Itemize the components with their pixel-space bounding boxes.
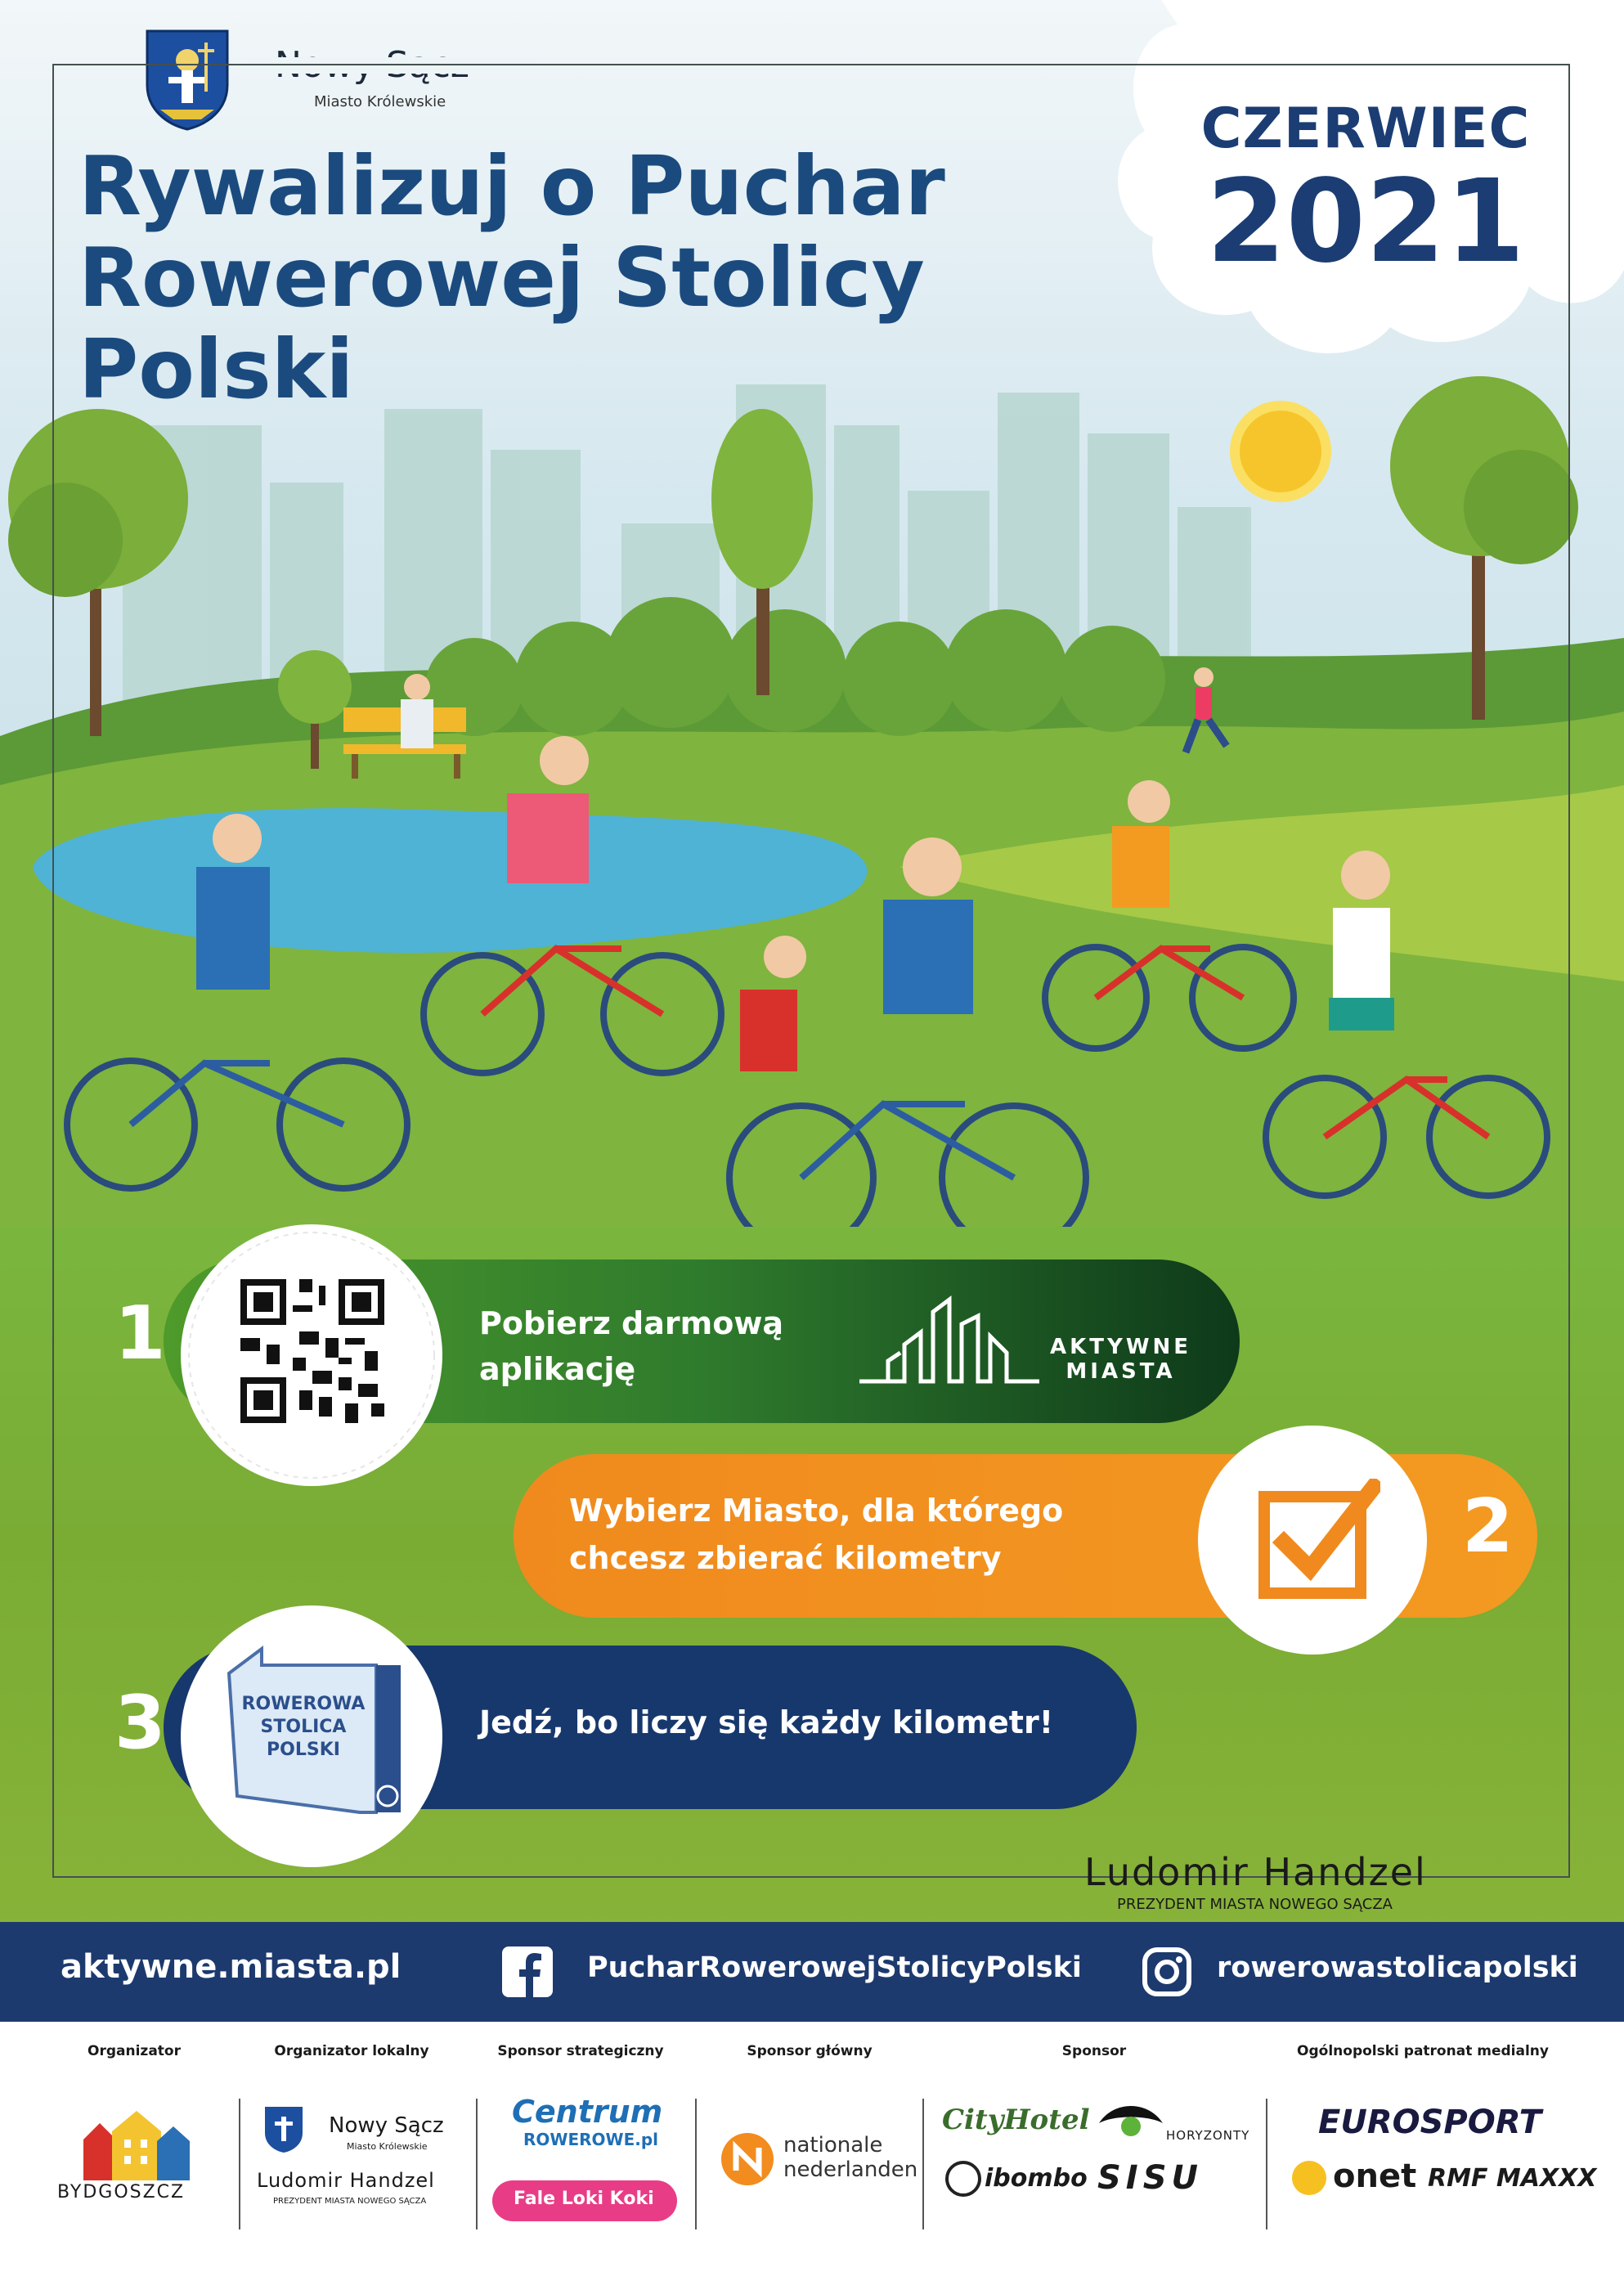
ibombo-logo-icon <box>945 2161 981 2197</box>
step-3-text: Jedź, bo liczy się każdy kilometr! <box>479 1704 1054 1740</box>
date-year: 2021 <box>1206 155 1525 289</box>
step-text-line: Wybierz Miasto, dla którego <box>569 1493 1064 1529</box>
onet-logo-text: onet <box>1333 2158 1417 2195</box>
date-month: CZERWIEC <box>1200 97 1531 161</box>
logo-line: ROWEROWA <box>241 1694 366 1714</box>
nowy-sacz-crest-icon <box>263 2105 304 2154</box>
sponsor-label: Sponsor <box>1061 2043 1127 2059</box>
step-1-number: 1 <box>114 1291 166 1376</box>
sponsor-label: Sponsor główny <box>747 2043 873 2059</box>
fale-loki-koki-logo-text: Fale Loki Koki <box>514 2189 654 2209</box>
headline-line: Polski <box>79 321 354 417</box>
signature-title: PREZYDENT MIASTA NOWEGO SĄCZA <box>1117 1896 1393 1913</box>
centrum-logo-sub: ROWEROWE.pl <box>523 2130 659 2149</box>
sponsor-label: Organizator lokalny <box>274 2043 429 2059</box>
sisu-logo-text: SISU <box>1097 2159 1203 2197</box>
website-link[interactable]: aktywne.miasta.pl <box>61 1948 402 1986</box>
aktywne-miasta-logo-icon <box>855 1287 1043 1394</box>
step-2-text <box>569 1487 1063 1582</box>
ibombo-logo-text: ibombo <box>985 2164 1088 2193</box>
city-subtitle: Miasto Królewskie <box>314 93 446 110</box>
step-text-line: aplikację <box>479 1351 636 1387</box>
onet-logo-icon <box>1290 2159 1328 2197</box>
nationale-nederlanden-logo-text <box>783 2133 917 2182</box>
step-text-line: chcesz zbierać kilometry <box>569 1540 1002 1576</box>
logo-line: POLSKI <box>267 1740 340 1760</box>
local-org-name: Nowy Sącz <box>329 2113 444 2138</box>
logo-line: nationale <box>783 2133 883 2158</box>
nationale-nederlanden-logo-icon <box>720 2131 775 2187</box>
centrum-logo-text: Centrum <box>512 2094 663 2130</box>
instagram-icon <box>1142 1946 1192 1997</box>
logo-line: STOLICA <box>260 1717 347 1737</box>
aktywne-miasta-logo-text <box>1050 1335 1191 1384</box>
logo-line: MIASTA <box>1065 1359 1176 1384</box>
sponsor-divider <box>695 2099 697 2229</box>
signature-name: Ludomir Handzel <box>1084 1850 1427 1894</box>
facebook-icon <box>502 1946 553 1997</box>
instagram-link[interactable]: rowerowastolicapolski <box>1217 1951 1578 1984</box>
qr-code-icon[interactable] <box>234 1273 391 1430</box>
step-3-number: 3 <box>114 1680 166 1766</box>
sponsor-label: Organizator <box>87 2043 181 2059</box>
step-1-text <box>479 1300 783 1392</box>
rmf-maxxx-logo-text: RMF MAXXX <box>1428 2164 1597 2193</box>
logo-line: AKTYWNE <box>1050 1335 1192 1359</box>
step-text-line: Pobierz darmową <box>479 1305 784 1341</box>
horyzonty-logo-icon <box>1097 2099 1164 2140</box>
sponsor-label: Sponsor strategiczny <box>497 2043 664 2059</box>
step-2-number: 2 <box>1462 1484 1514 1569</box>
logo-line: nederlanden <box>783 2158 918 2182</box>
sponsor-divider <box>476 2099 478 2229</box>
sponsor-divider <box>922 2099 924 2229</box>
bydgoszcz-logo-text: BYDGOSZCZ <box>57 2182 186 2202</box>
headline-line: Rywalizuj o Puchar <box>79 138 945 234</box>
local-org-sub: Miasto Królewskie <box>347 2141 428 2152</box>
horyzonty-logo-text: HORYZONTY <box>1166 2128 1250 2143</box>
eurosport-logo-text: EUROSPORT <box>1318 2104 1542 2141</box>
bydgoszcz-logo-icon <box>75 2107 198 2182</box>
checkbox-checked-icon <box>1258 1479 1380 1601</box>
facebook-link[interactable]: PucharRowerowejStolicyPolski <box>587 1951 1082 1984</box>
headline-line: Rowerowej Stolicy <box>79 230 925 326</box>
cityhotel-logo-text: CityHotel <box>942 2104 1090 2136</box>
sponsor-divider <box>1266 2099 1267 2229</box>
rowerowa-stolica-logo-text <box>226 1693 381 1762</box>
local-org-title: PREZYDENT MIASTA NOWEGO SĄCZA <box>273 2197 427 2206</box>
sponsor-divider <box>239 2099 240 2229</box>
sponsor-label: Ogólnopolski patronat medialny <box>1297 2043 1549 2059</box>
local-org-person: Ludomir Handzel <box>257 2169 435 2192</box>
